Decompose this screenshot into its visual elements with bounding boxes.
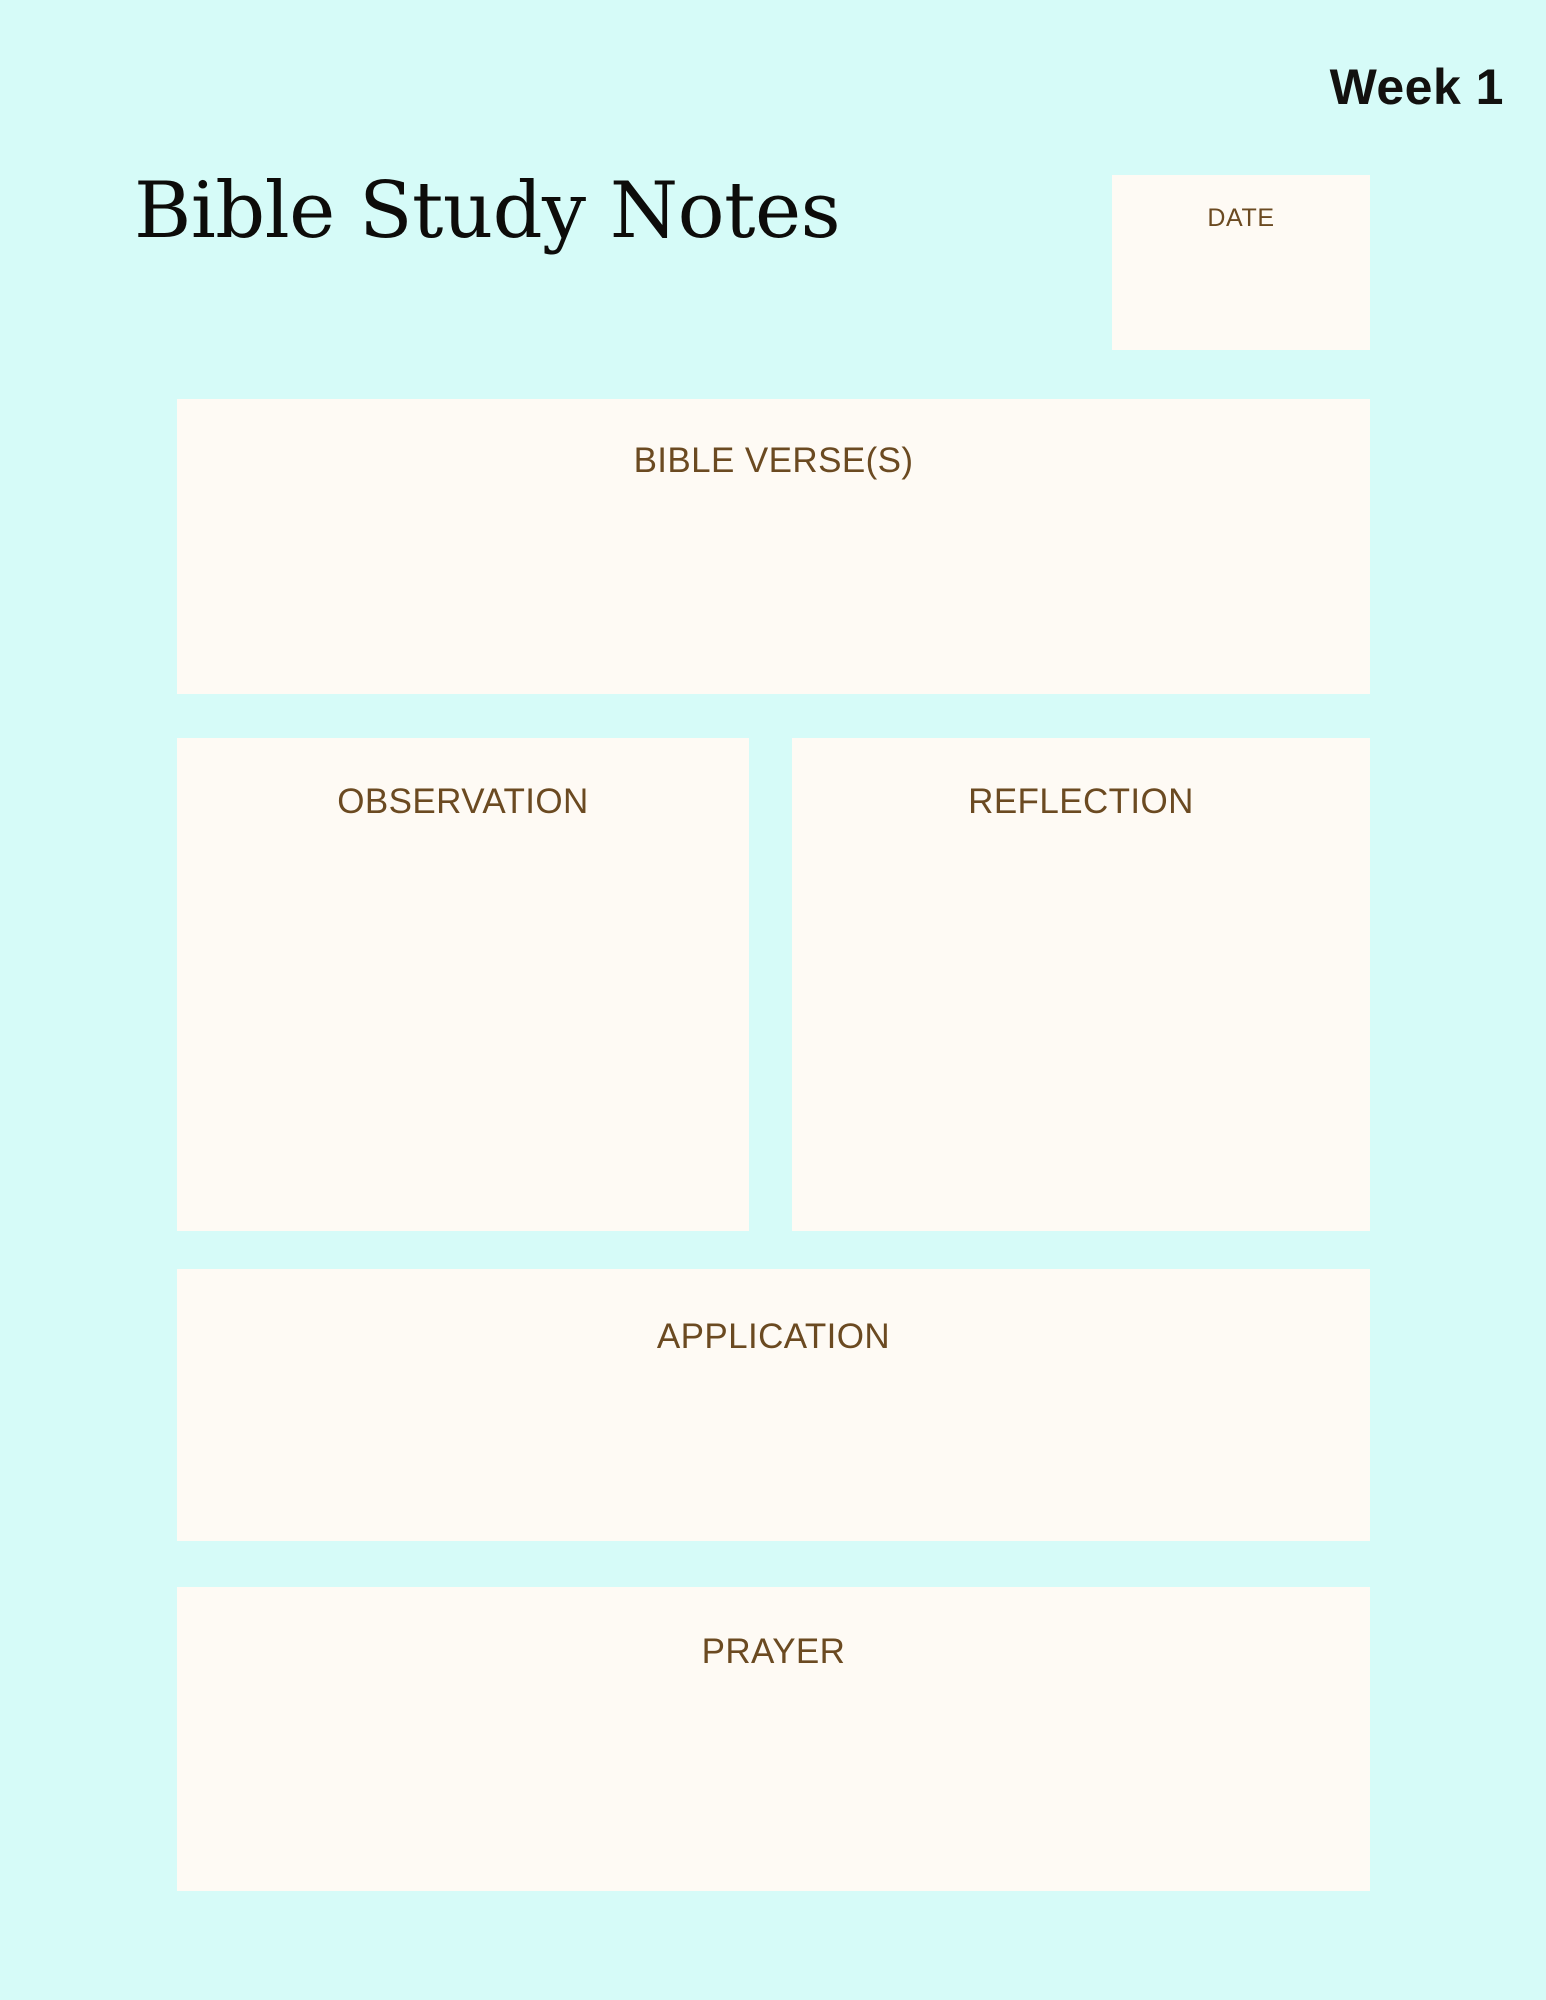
reflection-field-label: REFLECTION (968, 782, 1194, 821)
reflection-field-input[interactable] (792, 828, 1370, 1231)
prayer-field-input[interactable] (177, 1677, 1370, 1891)
bible-verses-field-label: BIBLE VERSE(S) (633, 441, 914, 480)
prayer-field-label: PRAYER (701, 1632, 846, 1671)
date-field-input[interactable] (1112, 265, 1370, 350)
date-field-box[interactable] (1112, 175, 1370, 350)
observation-field-input[interactable] (177, 828, 749, 1231)
application-field-box[interactable] (177, 1269, 1370, 1541)
week-label: Week 1 (1329, 59, 1504, 115)
bible-verses-field-input[interactable] (177, 489, 1370, 694)
observation-field-label: OBSERVATION (337, 782, 589, 821)
page-title: Bible Study Notes (134, 166, 841, 256)
application-field-label: APPLICATION (656, 1317, 891, 1356)
reflection-field-box[interactable] (792, 738, 1370, 1231)
bible-verses-field-box[interactable] (177, 399, 1370, 694)
date-field-label: DATE (1207, 204, 1275, 232)
observation-field-box[interactable] (177, 738, 749, 1231)
prayer-field-box[interactable] (177, 1587, 1370, 1891)
application-field-input[interactable] (177, 1359, 1370, 1541)
